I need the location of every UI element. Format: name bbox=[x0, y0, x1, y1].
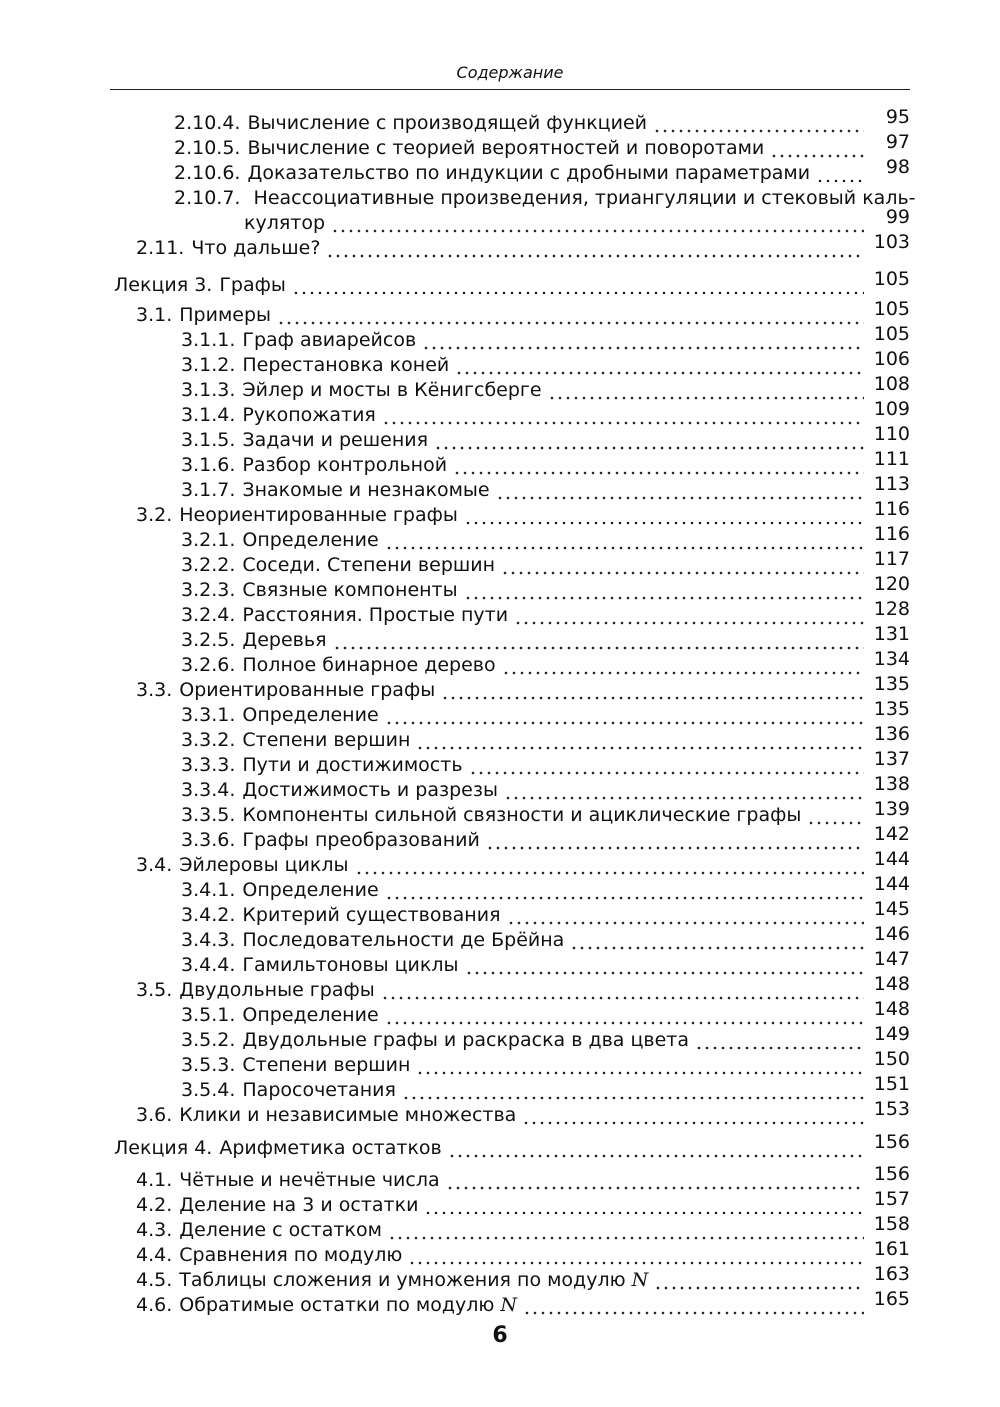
entry-number: 3.1.2. bbox=[181, 354, 236, 376]
toc-entry[interactable] bbox=[181, 823, 910, 852]
entry-number: 3.5.3. bbox=[181, 1054, 236, 1076]
toc-entry[interactable] bbox=[174, 106, 910, 135]
entry-page: 110 bbox=[873, 423, 910, 445]
entry-number: 3.3.6. bbox=[181, 829, 236, 851]
entry-title: Вычисление с теорией вероятностей и поворотами bbox=[247, 137, 765, 159]
entry-number: 3.5.2. bbox=[181, 1029, 236, 1051]
toc-entry[interactable] bbox=[181, 598, 910, 627]
entry-title: Расстояния. Простые пути bbox=[242, 604, 509, 626]
toc-entry-continuation bbox=[244, 206, 910, 235]
entry-page: 97 bbox=[885, 131, 910, 153]
entry-title: Неассоциативные произведения, триангуляции и стековый каль- bbox=[253, 187, 916, 209]
entry-number: 3.2.1. bbox=[181, 529, 236, 551]
dot-leader bbox=[453, 471, 864, 475]
dot-leader bbox=[486, 846, 864, 850]
dot-leader bbox=[385, 721, 864, 725]
entry-page: 136 bbox=[873, 723, 910, 745]
entry-number: 4.6. bbox=[136, 1294, 173, 1316]
toc-entry[interactable] bbox=[181, 748, 910, 777]
entry-title: Ориентированные графы bbox=[179, 679, 436, 701]
dot-leader bbox=[502, 671, 864, 675]
entry-page: 135 bbox=[873, 698, 910, 720]
dot-leader bbox=[402, 1096, 864, 1100]
entry-page: 142 bbox=[873, 823, 910, 845]
entry-number: 3.2.5. bbox=[181, 629, 236, 651]
entry-number: 3.2.6. bbox=[181, 654, 236, 676]
dot-leader bbox=[381, 996, 864, 1000]
toc-entry[interactable] bbox=[181, 698, 910, 727]
entry-title: Гамильтоновы циклы bbox=[242, 954, 459, 976]
entry-number: 3.4.3. bbox=[181, 929, 236, 951]
toc-entry[interactable] bbox=[181, 473, 910, 502]
toc-entry[interactable] bbox=[136, 1263, 910, 1292]
entry-title: Определение bbox=[242, 704, 379, 726]
entry-number: 4.2. bbox=[136, 1194, 173, 1216]
dot-leader bbox=[355, 871, 864, 875]
entry-page: 137 bbox=[873, 748, 910, 770]
dot-leader bbox=[416, 746, 864, 750]
dot-leader bbox=[653, 129, 864, 133]
dot-leader bbox=[455, 371, 864, 375]
page-number: 6 bbox=[492, 1323, 508, 1348]
entry-number: 3.4.2. bbox=[181, 904, 236, 926]
entry-title: Двудольные графы и раскраска в два цвета bbox=[242, 1029, 690, 1051]
entry-number: 3.3.2. bbox=[181, 729, 236, 751]
entry-title: Граф авиарейсов bbox=[242, 329, 417, 351]
toc-entry[interactable] bbox=[181, 623, 910, 652]
entry-number: 2.10.5. bbox=[174, 137, 241, 159]
entry-number: 3.2.3. bbox=[181, 579, 236, 601]
toc-entry[interactable] bbox=[181, 373, 910, 402]
dot-leader bbox=[434, 446, 864, 450]
dot-leader bbox=[496, 496, 864, 500]
toc-entry[interactable] bbox=[136, 848, 910, 877]
dot-leader bbox=[331, 229, 864, 233]
lecture-title: Графы bbox=[219, 274, 286, 296]
dot-leader bbox=[416, 1071, 864, 1075]
entry-number: 2.10.4. bbox=[174, 112, 241, 134]
entry-title: Эйлер и мосты в Кёнигсберге bbox=[242, 379, 542, 401]
toc-entry[interactable] bbox=[174, 131, 910, 160]
dot-leader bbox=[548, 396, 864, 400]
toc-entry[interactable] bbox=[181, 1073, 910, 1102]
dot-leader bbox=[469, 771, 864, 775]
toc-entry[interactable] bbox=[136, 673, 910, 702]
entry-page: 135 bbox=[873, 673, 910, 695]
toc-entry[interactable] bbox=[181, 773, 910, 802]
dot-leader bbox=[514, 621, 864, 625]
entry-title: Задачи и решения bbox=[242, 429, 429, 451]
dot-leader bbox=[465, 971, 864, 975]
entry-title: Двудольные графы bbox=[179, 979, 375, 1001]
entry-page: 156 bbox=[873, 1163, 910, 1185]
entry-number: 3.1. bbox=[136, 304, 173, 326]
entry-page: 150 bbox=[873, 1048, 910, 1070]
dot-leader bbox=[408, 1261, 864, 1265]
dot-leader bbox=[277, 321, 864, 325]
lecture-number: Лекция 3. bbox=[114, 274, 213, 296]
entry-number: 3.3.1. bbox=[181, 704, 236, 726]
entry-title: Вычисление с производящей функцией bbox=[247, 112, 647, 134]
toc-entry[interactable] bbox=[181, 923, 910, 952]
entry-page: 128 bbox=[873, 598, 910, 620]
dot-leader bbox=[522, 1121, 864, 1125]
toc-entry[interactable] bbox=[181, 323, 910, 352]
dot-leader bbox=[422, 346, 864, 350]
entry-number: 3.2. bbox=[136, 504, 173, 526]
entry-page: 108 bbox=[873, 373, 910, 395]
entry-title: Последовательности де Брёйна bbox=[242, 929, 565, 951]
dot-leader bbox=[326, 254, 864, 258]
toc-entry[interactable] bbox=[181, 798, 910, 827]
entry-number: 4.3. bbox=[136, 1219, 173, 1241]
toc-entry[interactable] bbox=[181, 873, 910, 902]
entry-number: 3.1.4. bbox=[181, 404, 236, 426]
entry-page: 109 bbox=[873, 398, 910, 420]
toc-entry[interactable] bbox=[181, 398, 910, 427]
entry-number: 3.1.6. bbox=[181, 454, 236, 476]
entry-number: 3.2.4. bbox=[181, 604, 236, 626]
entry-title: Разбор контрольной bbox=[242, 454, 448, 476]
entry-title: Эйлеровы циклы bbox=[179, 854, 349, 876]
entry-title: Степени вершин bbox=[242, 1054, 411, 1076]
entry-title: Соседи. Степени вершин bbox=[242, 554, 496, 576]
toc-entry[interactable] bbox=[181, 898, 910, 927]
lecture-number: Лекция 4. bbox=[114, 1137, 213, 1159]
running-header: Содержание bbox=[456, 63, 564, 82]
entry-page: 120 bbox=[873, 573, 910, 595]
entry-number: 4.1. bbox=[136, 1169, 173, 1191]
entry-page: 148 bbox=[873, 998, 910, 1020]
entry-title: Неориентированные графы bbox=[179, 504, 458, 526]
entry-number: 3.1.3. bbox=[181, 379, 236, 401]
toc-entry[interactable] bbox=[181, 423, 910, 452]
entry-page: 158 bbox=[873, 1213, 910, 1235]
toc-entry[interactable] bbox=[136, 973, 910, 1002]
dot-leader bbox=[807, 821, 864, 825]
dot-leader bbox=[507, 921, 865, 925]
entry-number: 3.4.4. bbox=[181, 954, 236, 976]
entry-number: 2.10.7. bbox=[174, 187, 241, 209]
entry-title: Графы преобразований bbox=[242, 829, 480, 851]
dot-leader bbox=[382, 421, 864, 425]
dot-leader bbox=[333, 646, 865, 650]
dot-leader bbox=[504, 796, 864, 800]
dot-leader bbox=[424, 1211, 864, 1215]
entry-page: 116 bbox=[873, 523, 910, 545]
dot-leader bbox=[292, 291, 864, 295]
entry-number: 4.5. bbox=[136, 1269, 173, 1291]
toc-entry[interactable] bbox=[181, 948, 910, 977]
toc-entry[interactable] bbox=[136, 1163, 910, 1192]
entry-title: Критерий существования bbox=[242, 904, 501, 926]
entry-page: 156 bbox=[873, 1131, 910, 1153]
entry-number: 3.3.4. bbox=[181, 779, 236, 801]
toc-entry[interactable] bbox=[136, 231, 910, 260]
dot-leader bbox=[385, 546, 864, 550]
toc-entry[interactable] bbox=[181, 1048, 910, 1077]
entry-title: Рукопожатия bbox=[242, 404, 376, 426]
toc-entry[interactable] bbox=[136, 498, 910, 527]
entry-number: 3.2.2. bbox=[181, 554, 236, 576]
entry-page: 105 bbox=[873, 323, 910, 345]
entry-title: Обратимые остатки по модулю bbox=[179, 1294, 495, 1316]
entry-number: 3.3. bbox=[136, 679, 173, 701]
dot-leader bbox=[695, 1046, 864, 1050]
toc-entry-multiline[interactable] bbox=[174, 186, 916, 210]
toc-lecture-entry[interactable] bbox=[114, 1131, 910, 1160]
dot-leader bbox=[770, 154, 864, 158]
entry-page: 111 bbox=[873, 448, 910, 470]
entry-title: Что дальше? bbox=[191, 237, 321, 259]
dot-leader bbox=[464, 521, 864, 525]
entry-number: 3.3.3. bbox=[181, 754, 236, 776]
entry-page: 106 bbox=[873, 348, 910, 370]
toc-entry[interactable] bbox=[181, 523, 910, 552]
entry-page: 95 bbox=[885, 106, 910, 128]
toc-entry[interactable] bbox=[136, 298, 910, 327]
entry-page: 163 bbox=[873, 1263, 910, 1285]
entry-title: Чётные и нечётные числа bbox=[179, 1169, 440, 1191]
entry-page: 147 bbox=[873, 948, 910, 970]
entry-page: 145 bbox=[873, 898, 910, 920]
entry-page: 117 bbox=[873, 548, 910, 570]
entry-number: 3.1.1. bbox=[181, 329, 236, 351]
entry-title: Определение bbox=[242, 529, 379, 551]
toc-entry[interactable] bbox=[181, 723, 910, 752]
entry-number: 4.4. bbox=[136, 1244, 173, 1266]
entry-page: 139 bbox=[873, 798, 910, 820]
entry-number: 3.5. bbox=[136, 979, 173, 1001]
entry-number: 3.3.5. bbox=[181, 804, 236, 826]
toc-entry[interactable] bbox=[181, 1023, 910, 1052]
toc-entry[interactable] bbox=[181, 348, 910, 377]
entry-title: Компоненты сильной связности и ациклические графы bbox=[242, 804, 802, 826]
entry-number: 3.4. bbox=[136, 854, 173, 876]
entry-page: 116 bbox=[873, 498, 910, 520]
entry-title: Сравнения по модулю bbox=[179, 1244, 403, 1266]
entry-page: 99 bbox=[885, 206, 910, 228]
entry-title: Определение bbox=[242, 1004, 379, 1026]
entry-title: Определение bbox=[242, 879, 379, 901]
entry-page: 165 bbox=[873, 1288, 910, 1310]
math-variable: N bbox=[631, 1269, 649, 1291]
entry-title: Примеры bbox=[179, 304, 272, 326]
entry-page: 153 bbox=[873, 1098, 910, 1120]
dot-leader bbox=[654, 1286, 864, 1290]
entry-title: Достижимость и разрезы bbox=[242, 779, 498, 801]
dot-leader bbox=[448, 1154, 864, 1158]
entry-title-continued: кулятор bbox=[244, 212, 326, 234]
entry-page: 144 bbox=[873, 873, 910, 895]
entry-page: 105 bbox=[873, 298, 910, 320]
dot-leader bbox=[816, 179, 864, 183]
lecture-title: Арифметика остатков bbox=[219, 1137, 442, 1159]
math-variable: N bbox=[500, 1294, 518, 1316]
entry-title: Пути и достижимость bbox=[242, 754, 463, 776]
toc-entry[interactable] bbox=[181, 648, 910, 677]
entry-page: 149 bbox=[873, 1023, 910, 1045]
entry-title: Знакомые и незнакомые bbox=[242, 479, 490, 501]
entry-title: Паросочетания bbox=[242, 1079, 396, 1101]
toc-lecture-entry[interactable] bbox=[114, 268, 910, 297]
toc-entry[interactable] bbox=[181, 998, 910, 1027]
toc-entry[interactable] bbox=[181, 548, 910, 577]
entry-title: Клики и независимые множества bbox=[179, 1104, 517, 1126]
entry-title: Связные компоненты bbox=[242, 579, 458, 601]
toc-entry[interactable] bbox=[181, 448, 910, 477]
dot-leader bbox=[446, 1186, 864, 1190]
dot-leader bbox=[441, 696, 864, 700]
entry-page: 157 bbox=[873, 1188, 910, 1210]
entry-title: Полное бинарное дерево bbox=[242, 654, 496, 676]
toc-entry[interactable] bbox=[136, 1188, 910, 1217]
dot-leader bbox=[570, 946, 864, 950]
entry-page: 113 bbox=[873, 473, 910, 495]
entry-title: Перестановка коней bbox=[242, 354, 450, 376]
toc-entry[interactable] bbox=[136, 1288, 910, 1317]
entry-title: Деление на 3 и остатки bbox=[179, 1194, 419, 1216]
entry-page: 138 bbox=[873, 773, 910, 795]
entry-page: 134 bbox=[873, 648, 910, 670]
entry-title: Деление с остатком bbox=[179, 1219, 382, 1241]
toc-entry[interactable] bbox=[136, 1098, 910, 1127]
entry-number: 3.6. bbox=[136, 1104, 173, 1126]
toc-entry[interactable] bbox=[181, 573, 910, 602]
entry-page: 161 bbox=[873, 1238, 910, 1260]
entry-page: 148 bbox=[873, 973, 910, 995]
toc-entry[interactable] bbox=[136, 1213, 910, 1242]
entry-number: 2.10.6. bbox=[174, 162, 241, 184]
entry-page: 144 bbox=[873, 848, 910, 870]
dot-leader bbox=[385, 1021, 864, 1025]
entry-number: 3.4.1. bbox=[181, 879, 236, 901]
entry-title: Доказательство по индукции с дробными параметрами bbox=[247, 162, 811, 184]
entry-page: 103 bbox=[873, 231, 910, 253]
entry-title: Таблицы сложения и умножения по модулю bbox=[179, 1269, 626, 1291]
dot-leader bbox=[501, 571, 864, 575]
dot-leader bbox=[388, 1236, 864, 1240]
entry-number: 3.5.4. bbox=[181, 1079, 236, 1101]
dot-leader bbox=[385, 896, 864, 900]
entry-title: Степени вершин bbox=[242, 729, 411, 751]
entry-title: Деревья bbox=[242, 629, 327, 651]
dot-leader bbox=[523, 1311, 864, 1315]
entry-number: 3.5.1. bbox=[181, 1004, 236, 1026]
entry-number: 3.1.5. bbox=[181, 429, 236, 451]
entry-number: 3.1.7. bbox=[181, 479, 236, 501]
entry-page: 105 bbox=[873, 268, 910, 290]
toc-entry[interactable] bbox=[136, 1238, 910, 1267]
entry-page: 151 bbox=[873, 1073, 910, 1095]
entry-page: 146 bbox=[873, 923, 910, 945]
entry-page: 98 bbox=[885, 156, 910, 178]
toc-entry[interactable] bbox=[174, 156, 910, 185]
dot-leader bbox=[464, 596, 864, 600]
entry-number: 2.11. bbox=[136, 237, 185, 259]
entry-page: 131 bbox=[873, 623, 910, 645]
